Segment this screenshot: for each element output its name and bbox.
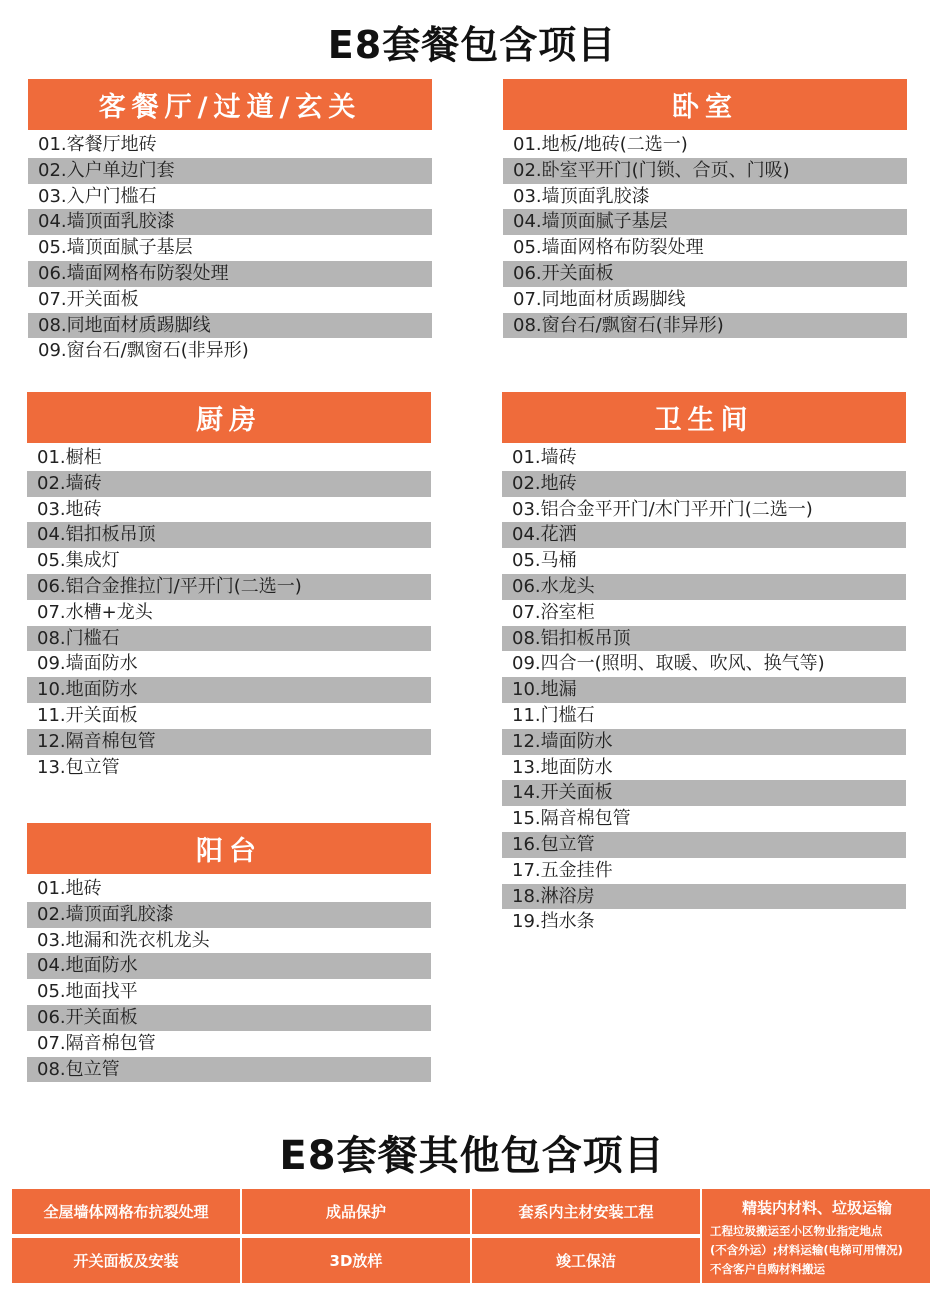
list-item: 15.隔音棉包管 xyxy=(512,808,631,830)
list-item: 04.墙顶面乳胶漆 xyxy=(28,209,432,235)
item-list xyxy=(27,874,431,1082)
list-item: 07.隔音棉包管 xyxy=(37,1032,156,1054)
list-item: 10.地漏 xyxy=(502,677,906,703)
section-header: 卧室 xyxy=(503,79,907,130)
list-item: 01.橱柜 xyxy=(37,447,102,468)
item-list xyxy=(502,443,906,935)
list-item: 06.铝合金推拉门/平开门(二选一) xyxy=(27,574,431,600)
list-item: 11.门槛石 xyxy=(512,704,595,726)
list-item: 01.墙砖 xyxy=(512,447,577,468)
section-header: 阳台 xyxy=(27,823,431,874)
other-item-main-material-install: 套系内主材安装工程 xyxy=(472,1189,700,1234)
list-item: 03.墙顶面乳胶漆 xyxy=(513,185,650,207)
list-item: 12.隔音棉包管 xyxy=(27,729,431,755)
transport-note-line: (不含外运）;材料运输(电梯可用情况) xyxy=(710,1243,903,1257)
list-item: 02.入户单边门套 xyxy=(28,158,432,184)
item-list xyxy=(27,443,431,780)
list-item: 06.开关面板 xyxy=(27,1005,431,1031)
other-items-grid xyxy=(12,1189,930,1283)
list-item: 01.客餐厅地砖 xyxy=(38,134,157,155)
list-item: 08.包立管 xyxy=(27,1057,431,1083)
list-item: 03.地砖 xyxy=(37,498,102,520)
other-item-switch-panels: 开关面板及安装 xyxy=(12,1238,240,1283)
list-item: 04.地面防水 xyxy=(27,953,431,979)
section-living-room xyxy=(28,79,432,364)
section-bathroom xyxy=(502,392,906,935)
other-items-title: E8套餐其他包含项目 xyxy=(279,1133,665,1179)
other-item-3d-layout: 3D放样 xyxy=(242,1238,470,1283)
list-item: 18.淋浴房 xyxy=(502,884,906,910)
list-item: 05.墙面网格布防裂处理 xyxy=(513,237,704,259)
list-item: 19.挡水条 xyxy=(512,911,595,933)
list-item: 07.开关面板 xyxy=(38,288,139,310)
list-item: 07.水槽+龙头 xyxy=(37,601,153,623)
list-item: 03.铝合金平开门/木门平开门(二选一) xyxy=(512,498,813,520)
page-title: E8套餐包含项目 xyxy=(327,23,617,67)
list-item: 14.开关面板 xyxy=(502,780,906,806)
list-item: 13.包立管 xyxy=(37,756,120,778)
section-header: 卫生间 xyxy=(502,392,906,443)
list-item: 05.集成灯 xyxy=(37,550,120,572)
other-item-crack-treatment: 全屋墙体网格布抗裂处理 xyxy=(12,1189,240,1234)
section-bedroom xyxy=(503,79,907,338)
list-item: 03.地漏和洗衣机龙头 xyxy=(37,929,210,951)
section-header: 客餐厅/过道/玄关 xyxy=(28,79,432,130)
list-item: 08.同地面材质踢脚线 xyxy=(28,313,432,339)
transport-title: 精装内材料、垃圾运输 xyxy=(741,1199,892,1217)
list-item: 02.卧室平开门(门锁、合页、门吸) xyxy=(503,158,907,184)
list-item: 05.墙顶面腻子基层 xyxy=(38,237,193,259)
list-item: 13.地面防水 xyxy=(512,756,613,778)
list-item: 12.墙面防水 xyxy=(502,729,906,755)
transport-note-line: 工程垃圾搬运至小区物业指定地点 xyxy=(710,1224,883,1238)
section-balcony xyxy=(27,823,431,1082)
list-item: 01.地板/地砖(二选一) xyxy=(513,134,688,155)
other-item-protection: 成品保护 xyxy=(242,1189,470,1234)
other-item-final-cleaning: 竣工保洁 xyxy=(472,1238,700,1283)
section-header: 厨房 xyxy=(27,392,431,443)
list-item: 06.开关面板 xyxy=(503,261,907,287)
section-kitchen xyxy=(27,392,431,780)
list-item: 01.地砖 xyxy=(37,878,102,899)
list-item: 17.五金挂件 xyxy=(512,859,613,881)
list-item: 02.墙顶面乳胶漆 xyxy=(27,902,431,928)
item-list xyxy=(503,130,907,338)
list-item: 09.窗台石/飘窗石(非异形) xyxy=(38,340,249,362)
list-item: 02.墙砖 xyxy=(27,471,431,497)
list-item: 10.地面防水 xyxy=(27,677,431,703)
list-item: 07.同地面材质踢脚线 xyxy=(513,288,686,310)
list-item: 08.门槛石 xyxy=(27,626,431,652)
list-item: 11.开关面板 xyxy=(37,704,138,726)
list-item: 05.地面找平 xyxy=(37,981,138,1003)
list-item: 06.水龙头 xyxy=(502,574,906,600)
item-list xyxy=(28,130,432,364)
transport-note-line: 不含客户自购材料搬运 xyxy=(710,1262,825,1276)
list-item: 02.地砖 xyxy=(502,471,906,497)
list-item: 09.墙面防水 xyxy=(37,653,138,675)
list-item: 06.墙面网格布防裂处理 xyxy=(28,261,432,287)
list-item: 04.铝扣板吊顶 xyxy=(27,522,431,548)
other-item-transport xyxy=(702,1189,930,1283)
list-item: 03.入户门槛石 xyxy=(38,185,157,207)
list-item: 16.包立管 xyxy=(502,832,906,858)
list-item: 09.四合一(照明、取暖、吹风、换气等) xyxy=(512,653,825,675)
list-item: 08.窗台石/飘窗石(非异形) xyxy=(503,313,907,339)
list-item: 04.花洒 xyxy=(502,522,906,548)
list-item: 05.马桶 xyxy=(512,550,577,572)
list-item: 07.浴室柜 xyxy=(512,601,595,623)
list-item: 08.铝扣板吊顶 xyxy=(502,626,906,652)
list-item: 04.墙顶面腻子基层 xyxy=(503,209,907,235)
